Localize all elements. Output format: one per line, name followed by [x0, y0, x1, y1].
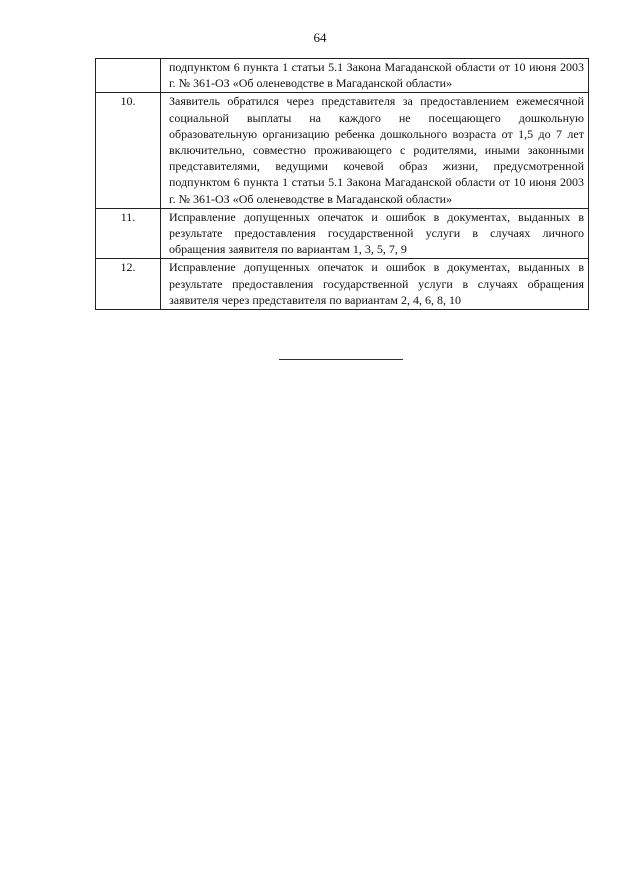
- row-number: [96, 59, 161, 93]
- table-row: [96, 59, 589, 93]
- row-number: 10.: [96, 93, 161, 208]
- table-row: [96, 93, 589, 208]
- table-row: [96, 259, 589, 310]
- row-number: 11.: [96, 208, 161, 259]
- page-number: 64: [313, 30, 327, 45]
- row-text: подпунктом 6 пункта 1 статьи 5.1 Закона Магаданской области от 10 июня 2003 г. № 361-ОЗ «Об оленеводстве в Магаданской области»: [161, 59, 589, 93]
- end-separator-line: [279, 359, 403, 360]
- row-text: Исправление допущенных опечаток и ошибок в документах, выданных в результате предоставления государственной услуги в случаях личного обращения заявителя по вариантам 1, 3, 5, 7, 9: [161, 208, 589, 259]
- row-text: Заявитель обратился через представителя за предоставлением ежемесячной социальной выплаты на каждого не посещающего дошкольную образовательную организацию ребенка дошкольного возраста от 1,5 до 7 лет включительно, совместно проживающего с родителями, иными законными представителями, ведущими кочевой образ жизни, предусмотренной подпунктом 6 пункта 1 статьи 5.1 Закона Магаданской области от 10 июня 2003 г. № 361-ОЗ «Об оленеводстве в Магаданской области»: [161, 93, 589, 208]
- row-text: Исправление допущенных опечаток и ошибок в документах, выданных в результате предоставления государственной услуги в случаях обращения заявителя через представителя по вариантам 2, 4, 6, 8, 10: [161, 259, 589, 310]
- table-row: [96, 208, 589, 259]
- services-table: [95, 58, 589, 310]
- row-number: 12.: [96, 259, 161, 310]
